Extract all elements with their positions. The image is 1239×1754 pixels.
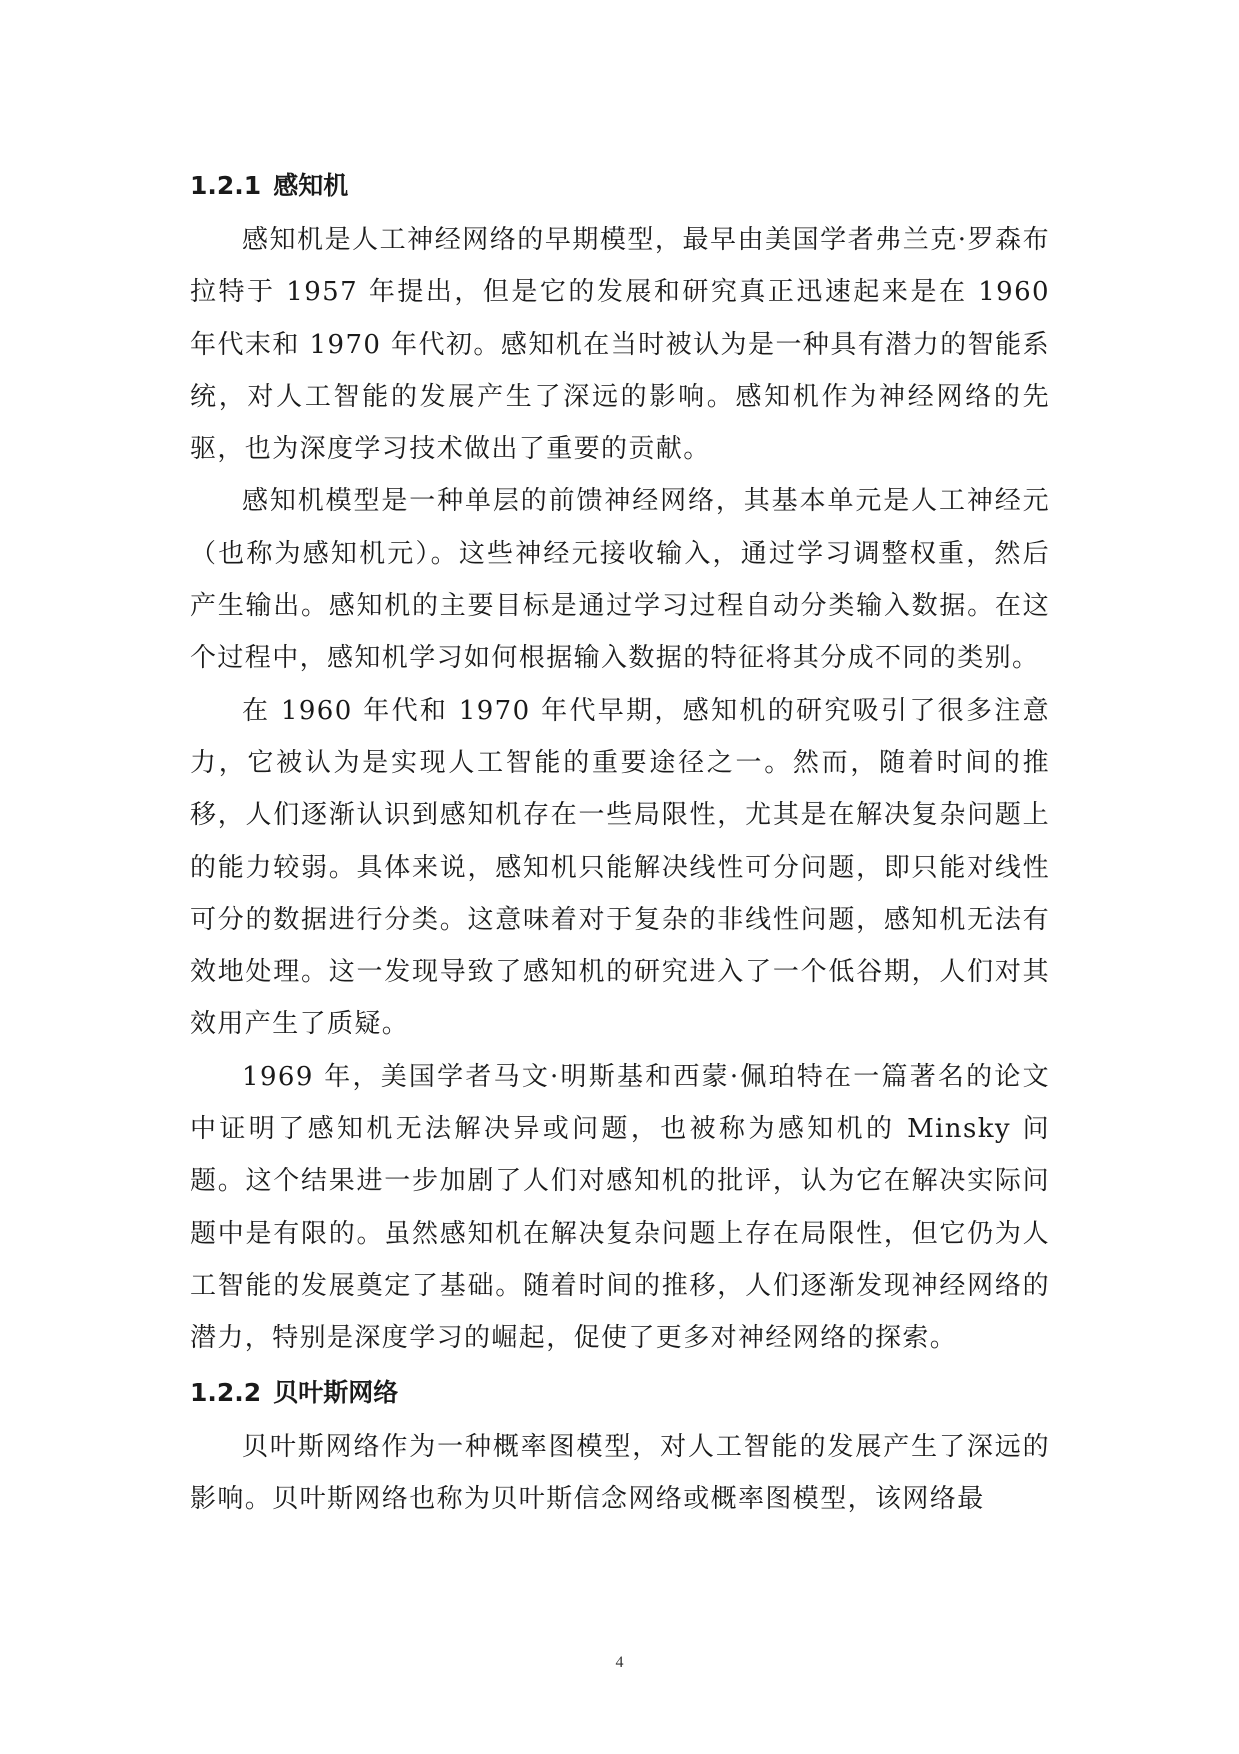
section-number: 1.2.1 [190, 171, 262, 200]
paragraph: 1969 年，美国学者马文·明斯基和西蒙·佩珀特在一篇著名的论文中证明了感知机无法解决异或问题，也被称为感知机的 Minsky 问题。这个结果进一步加剧了人们对感知机的批评，认为它在解决实际问题中是有限的。虽然感知机在解决复杂问题上存在局限性，但它仍为人工智能的发展奠定了基础。随着时间的推移，人们逐渐发现神经网络的潜力，特别是深度学习的崛起，促使了更多对神经网络的探索。 [190, 1061, 1050, 1354]
section-number: 1.2.2 [190, 1377, 262, 1407]
paragraph: 感知机是人工神经网络的早期模型，最早由美国学者弗兰克·罗森布拉特于 1957 年提出，但是它的发展和研究真正迅速起来是在 1960 年代末和 1970 年代初。感知机在当时被认为是一种具有潜力的智能系统，对人工智能的发展产生了深远的影响。感知机作为神经网络的先驱，也为深度学习技术做出了重要的贡献。 [190, 225, 1050, 465]
section-title: 贝叶斯网络 [273, 1377, 399, 1407]
paragraph: 在 1960 年代和 1970 年代早期，感知机的研究吸引了很多注意力，它被认为是实现人工智能的重要途径之一。然而，随着时间的推移，人们逐渐认识到感知机存在一些局限性，尤其是在解决复杂问题上的能力较弱。具体来说，感知机只能解决线性可分问题，即只能对线性可分的数据进行分类。这意味着对于复杂的非线性问题，感知机无法有效地处理。这一发现导致了感知机的研究进入了一个低谷期，人们对其效用产生了质疑。 [190, 695, 1050, 1040]
section-title: 感知机 [273, 171, 349, 200]
paragraph: 贝叶斯网络作为一种概率图模型，对人工智能的发展产生了深远的影响。贝叶斯网络也称为贝叶斯信念网络或概率图模型，该网络最 [190, 1431, 1050, 1514]
paragraph: 感知机模型是一种单层的前馈神经网络，其基本单元是人工神经元（也称为感知机元）。这些神经元接收输入，通过学习调整权重，然后产生输出。感知机的主要目标是通过学习过程自动分类输入数据。在这个过程中，感知机学习如何根据输入数据的特征将其分成不同的类别。 [190, 486, 1050, 674]
section-heading-1-2-2 [190, 1365, 1050, 1421]
page-content [190, 158, 1050, 1525]
section-heading-1-2-1 [190, 158, 1050, 214]
page-number: 4 [615, 1654, 624, 1671]
